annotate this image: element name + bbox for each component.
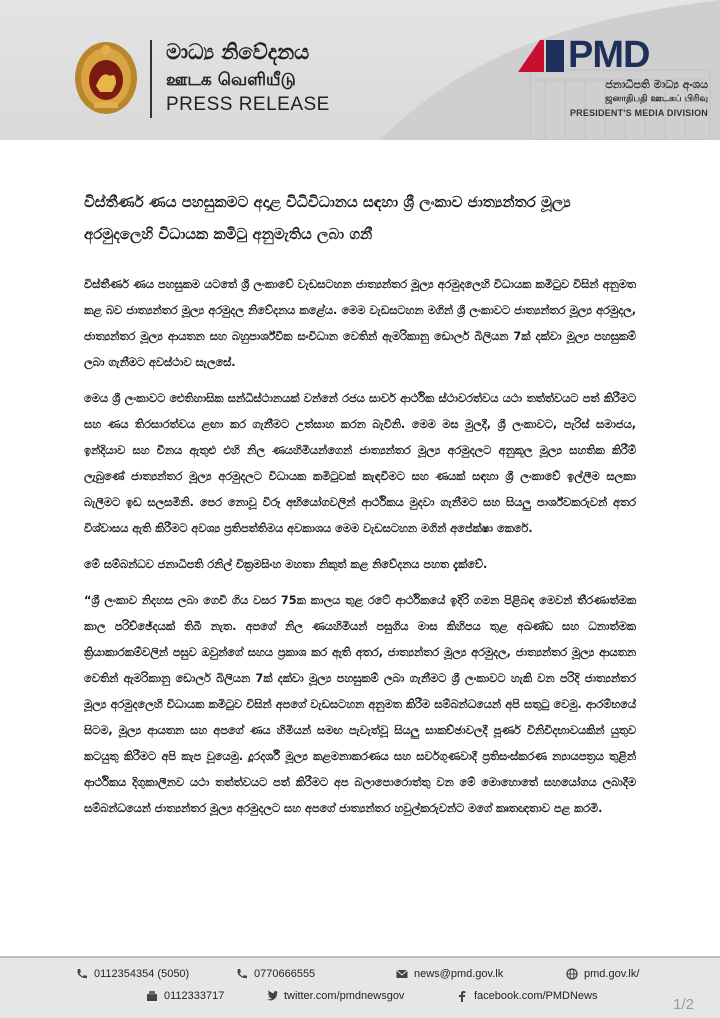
paragraph-2: මෙය ශ්‍රී ලංකාවට ඓතිහාසික සන්ධිස්ථානයක් වන්නේ රජය සාර්ව ආර්ථික ස්ථාවරත්වය යථා තත්ත්වයට පත් කිරීමට සහ ණය තිරසාරත්වය ළඟා කර ගැනීමට උත්සාහ කරන බැවිනි. මෙම මස මුලදී, ශ්‍රී ලංකාවට, පැරිස් සමාජය, ඉන්දියාව සහ චීනය ඇතුළු එහි නිල ණයහිමියන්ගෙන් ජාත්‍යන්තර මූල්‍ය අරමුදලට අනුකූල මූල්‍ය සහතික කිරීම් ලැබුණේ ජාත්‍යන්තර මූල්‍ය අරමුදලට විධායක කමිටුවක් කැඳවීමට සහ ණයක් සඳහා ශ්‍රී ලංකාවේ ඉල්ලීම සලකා බැලීමට ඉඩ සලසමිනි. පෙර නොවූ විරූ අභියෝගවලින් ආර්ථිකය මුදවා ගැනීමට සහ සියලු පාර්ශ්වකරුවන් අතර විශ්වාසය ඇති කිරීමට අවශ්‍ය ප්‍රතිපත්තිමය අවකාශය මෙම වැඩසටහන මගින් අපේක්ෂා කෙරේ. xyxy=(84,392,636,535)
paragraph-4: “ශ්‍රී ලංකාව නිදහස ලබා ගෙවී ගිය වසර 75ක කාලය තුළ රටේ ආර්ථිකයේ ඉදිරි ගමන පිළිබඳ මෙවන් තීරණාත්මක කාල පරිච්ඡේදයක් තිබී නැත. අපගේ නිල ණයහිමියන් පසුගිය මාස කිහිපය තුළ අඛණ්ඩ සහ ධනාත්මක ක්‍රියාකාරකම්වලින් පසුව ඔවුන්ගේ සහය ප්‍රකාශ කර ඇති අතර, ජාත්‍යන්තර මූල්‍ය අරමුදල, ජාත්‍යන්තර මූල්‍ය ආයතන වෙතින් ඇමරිකානු ඩොලර් බිලියන 7ක් දක්වා මූල්‍ය පහසුකම් ලබා ගැනීමට ශ්‍රී ලංකාවට හැකි වන පරිදි ජාත්‍යන්තර මූල්‍ය අරමුදලෙහි විධායක කමිටුව විසින් අපගේ වැඩසටහන අනුමත කිරීම සම්බන්ධයෙන් අපි සතුටු වෙමු. ආරම්භයේ සිටම, මූල්‍ය ආයතන සහ අපගේ ණය හිමියන් සමඟ පැවැත්වූ සියලු සාකච්ඡාවලදී පූර්ණ විනිවිදභාවයකින් යුතුව කටයුතු කිරීමට අපි කැප වූයෙමු. දූරදර්ශී මූල්‍ය කළමනාකරණය සහ සර්වගුණවාදී ප්‍රතිසංස්කරණ න්‍යායපත්‍රය තුළින් ආර්ථිකය දිගුකාලීනව යථා තත්ත්වයට පත් කිරීමට අප බලාපොරොත්තු වන මේ මොහොතේ සහයෝගය ලබාදීම සම්බන්ධයෙන් ජාත්‍යන්තර මූල්‍ය අරමුදලට සහ අපගේ ජාත්‍යන්තර හවුල්කරුවන්ට මගේ කෘතඥතාව පළ කරමි. xyxy=(84,594,636,815)
headline: විස්තීර්ණ ණය පහසුකමට අදාළ විධිවිධානය සඳහා ශ්‍රී ලංකාව ජාත්‍යන්තර මූල්‍ය අරමුදලෙහි විධායක කමිටු අනුමැතිය ලබා ගනී xyxy=(84,193,571,243)
page-indicator: 1/2 xyxy=(673,996,694,1013)
mobile-contact[interactable] xyxy=(236,968,315,980)
paragraph-3: මේ සම්බන්ධව ජනාධිපති රනිල් වික්‍රමසිංහ මහතා නිකුත් කළ නිවේදනය පහත දැක්වේ. xyxy=(84,558,488,571)
press-release-body xyxy=(84,186,636,832)
footer-divider xyxy=(0,956,720,958)
fax-icon xyxy=(146,990,158,1002)
paragraph-1: විස්තීර්ණ ණය පහසුකම යටතේ ශ්‍රී ලංකාවේ වැඩසටහන ජාත්‍යන්තර මූල්‍ය අරමුදලෙහි විධායක කමිටුව විසින් අනුමත කළ බව ජාත්‍යන්තර මූල්‍ය අරමුදල නිවේදනය කළේය. මෙම වැඩසටහන මගින් ශ්‍රී ලංකාවට ජාත්‍යන්තර මූල්‍ය අරමුදල, ජාත්‍යන්තර මූල්‍ය ආයතන සහ බහුපාර්ශ්වීක සංවිධාන වෙතින් ඇමරිකානු ඩොලර් බිලියන 7ක් දක්වා මූල්‍ය පහසුකම් ලබා ගැනීමට අවස්ථාව සැලසේ. xyxy=(84,278,636,369)
header-banner xyxy=(0,0,720,140)
website-link[interactable] xyxy=(566,968,639,980)
fax-contact[interactable] xyxy=(146,990,224,1002)
phone-icon xyxy=(236,968,248,980)
title-sinhala: මාධ්‍ය නිවේදනය xyxy=(166,40,310,64)
email-icon xyxy=(396,968,408,980)
facebook-icon xyxy=(456,990,468,1002)
email-address: news@pmd.gov.lk xyxy=(414,968,504,980)
phone-contact[interactable] xyxy=(76,968,189,980)
sri-lanka-emblem-icon xyxy=(72,36,140,116)
phone-icon xyxy=(76,968,88,980)
pmd-branding xyxy=(518,34,708,120)
pmd-logo-icon xyxy=(518,40,564,72)
twitter-handle: twitter.com/pmdnewsgov xyxy=(284,990,405,1002)
footer-contacts xyxy=(0,956,720,1018)
fax-number: 0112333717 xyxy=(164,990,225,1002)
pmd-logo-text: PMD xyxy=(568,34,650,76)
mobile-number: 0770666555 xyxy=(254,968,316,980)
pmd-sinhala: ජනාධිපති මාධ්‍ය අංශය xyxy=(605,78,708,91)
twitter-link[interactable] xyxy=(266,990,404,1002)
phone-number: 0112354354 (5050) xyxy=(94,968,190,980)
pmd-tamil: ஜனாதிபதி ஊடகப் பிரிவு xyxy=(605,94,708,104)
title-tamil: ஊடக வெளியீடு xyxy=(166,70,296,90)
title-english: PRESS RELEASE xyxy=(166,94,330,115)
facebook-url: facebook.com/PMDNews xyxy=(474,990,598,1002)
pmd-english: PRESIDENT'S MEDIA DIVISION xyxy=(569,108,708,118)
website-url: pmd.gov.lk/ xyxy=(584,968,640,980)
header-divider xyxy=(150,40,152,118)
email-contact[interactable] xyxy=(396,968,503,980)
facebook-link[interactable] xyxy=(456,990,598,1002)
twitter-icon xyxy=(266,990,278,1002)
globe-icon xyxy=(566,968,578,980)
